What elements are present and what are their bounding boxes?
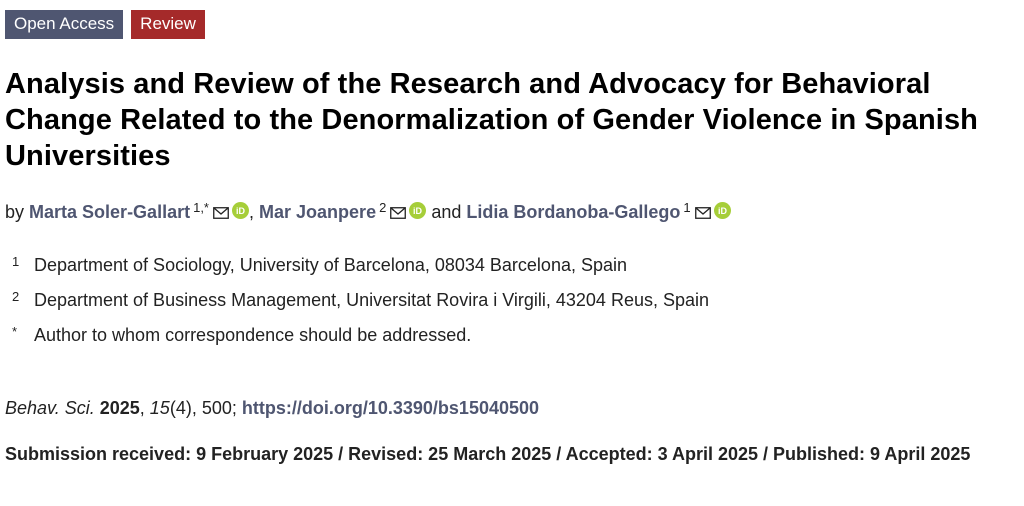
- authors-conjunction: and: [431, 202, 462, 222]
- journal-name: Behav. Sci.: [5, 398, 95, 418]
- orcid-icon[interactable]: [409, 202, 426, 219]
- article-title: Analysis and Review of the Research and Advocacy for Behavioral Change Related to the Denormalization of Gender Violence in Spanish Universities: [5, 68, 978, 172]
- mail-icon[interactable]: [213, 207, 229, 219]
- affiliation-item: [12, 289, 709, 324]
- author-separator: ,: [249, 202, 255, 222]
- affiliation-mark: *: [12, 324, 18, 339]
- citation-line: Behav. Sci. 2025, 15(4), 500; https://doi.org/10.3390/bs15040500: [5, 398, 540, 418]
- affiliation-text: Department of Business Management, Universitat Rovira i Virgili, 43204 Reus, Spain: [34, 290, 709, 310]
- svg-text:iD: iD: [413, 206, 423, 216]
- affiliation-mark: 1: [12, 254, 20, 269]
- publication-dates: Submission received: 9 February 2025 / Revised: 25 March 2025 / Accepted: 3 April 2025 / Published: 9 April 2025: [5, 444, 971, 464]
- author-affil-sup-2: 2: [379, 200, 387, 215]
- open-access-badge[interactable]: Open Access: [5, 10, 123, 39]
- svg-text:iD: iD: [717, 206, 727, 216]
- affiliations-list: [12, 254, 709, 359]
- author-affil-sup-3: 1: [683, 200, 691, 215]
- authors-prefix: by: [5, 202, 25, 222]
- citation-issue: (4): [169, 398, 192, 418]
- affiliation-item: [12, 324, 709, 359]
- citation-year: 2025: [99, 398, 140, 418]
- author-name-2[interactable]: Mar Joanpere: [259, 202, 377, 222]
- affiliation-item: [12, 254, 709, 289]
- author-affil-sup-1: 1,*: [193, 200, 209, 215]
- doi-link[interactable]: https://doi.org/10.3390/bs15040500: [241, 398, 540, 418]
- citation-volume: 15: [149, 398, 170, 418]
- author-name-1[interactable]: Marta Soler-Gallart: [29, 202, 191, 222]
- orcid-icon[interactable]: [232, 202, 249, 219]
- author-name-3[interactable]: Lidia Bordanoba-Gallego: [466, 202, 681, 222]
- affiliation-text: Department of Sociology, University of Barcelona, 08034 Barcelona, Spain: [34, 255, 627, 275]
- svg-text:iD: iD: [236, 206, 245, 216]
- review-badge[interactable]: Review: [131, 10, 205, 39]
- mail-icon[interactable]: [695, 207, 711, 219]
- orcid-icon[interactable]: [714, 202, 731, 219]
- affiliation-text: Author to whom correspondence should be addressed.: [34, 325, 472, 345]
- mail-icon[interactable]: [390, 207, 406, 219]
- article-badges: [5, 10, 205, 39]
- affiliation-mark: 2: [12, 289, 20, 304]
- citation-article: , 500;: [191, 398, 237, 418]
- author-line: [5, 196, 731, 224]
